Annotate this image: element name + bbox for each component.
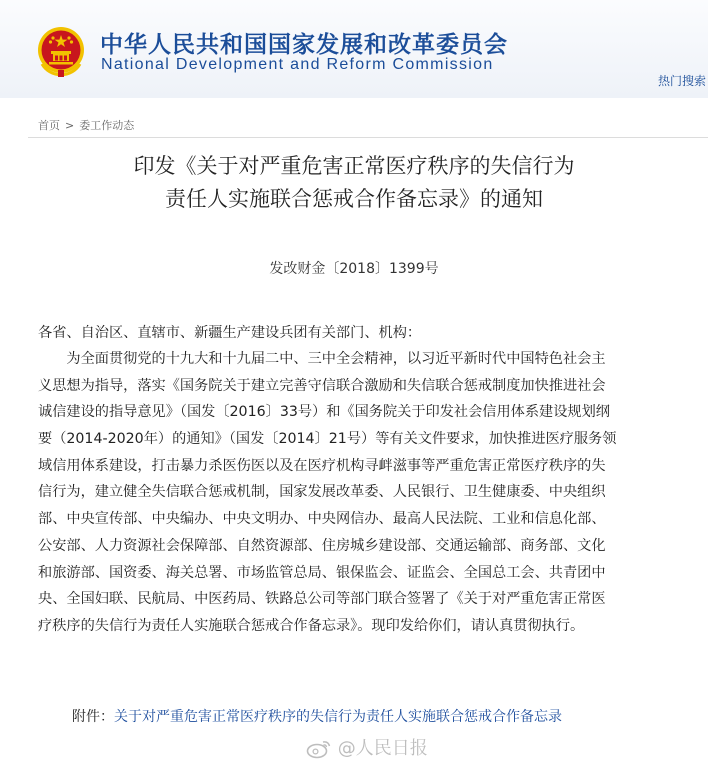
org-name-cn[interactable]: 中华人民共和国国家发展和改革委员会	[100, 32, 508, 58]
breadcrumb-section[interactable]: 委工作动态	[79, 119, 135, 132]
national-emblem-icon[interactable]	[36, 24, 86, 78]
body-line: 部、中央宣传部、中央编办、中央文明办、中央网信办、最高人民法院、工业和信息化部、	[38, 511, 606, 528]
body-line: 信行为，建立健全失信联合惩戒机制，国家发展改革委、人民银行、卫生健康委、中央组织	[38, 484, 606, 501]
org-name-en[interactable]: National Development and Reform Commission	[101, 56, 494, 73]
title-line-1: 印发《关于对严重危害正常医疗秩序的失信行为	[133, 154, 575, 178]
body-line: 和旅游部、国资委、海关总署、市场监管总局、银保监会、证监会、全国总工会、共青团中	[38, 564, 606, 581]
watermark	[306, 734, 436, 758]
breadcrumb-separator: >	[65, 119, 75, 132]
watermark-text: @人民日报	[337, 738, 428, 759]
body-line: 诚信建设的指导意见》（国发〔2016〕33号）和《国务院关于印发社会信用体系建设规划纲	[38, 404, 610, 421]
breadcrumb	[38, 117, 134, 133]
body-line: 要（2014-2020年）的通知》（国发〔2014〕21号）等有关文件要求，加快推进医疗服务领	[38, 431, 617, 448]
divider	[28, 137, 708, 138]
body-line: 央、全国妇联、民航局、中医药局、铁路总公司等部门联合签署了《关于对严重危害正常医	[38, 591, 606, 608]
attachment-label: 附件：	[72, 709, 114, 725]
hot-search-link[interactable]: 热门搜索	[658, 74, 707, 88]
page-title	[0, 150, 708, 216]
body-line: 疗秩序的失信行为责任人实施联合惩戒合作备忘录》。现印发给你们，请认真贯彻执行。	[38, 617, 585, 634]
site-header	[0, 0, 708, 98]
attachment-link[interactable]: 关于对严重危害正常医疗秩序的失信行为责任人实施联合惩戒合作备忘录	[114, 709, 562, 725]
document-number: 发改财金〔2018〕1399号	[269, 261, 439, 277]
attachment	[72, 706, 562, 726]
body-line: 义思想为指导，落实《国务院关于建立完善守信联合激励和失信联合惩戒制度加快推进社会	[38, 377, 606, 394]
title-line-2: 责任人实施联合惩戒合作备忘录》的通知	[165, 187, 543, 211]
body-line: 为全面贯彻党的十九大和十九届二中、三中全会精神，以习近平新时代中国特色社会主	[38, 351, 606, 367]
body-line: 公安部、人力资源社会保障部、自然资源部、住房城乡建设部、交通运输部、商务部、文化	[38, 537, 606, 554]
salutation: 各省、自治区、直辖市、新疆生产建设兵团有关部门、机构：	[38, 325, 422, 341]
article-body	[38, 346, 686, 640]
breadcrumb-home[interactable]: 首页	[38, 119, 60, 132]
weibo-icon	[306, 739, 332, 759]
body-line: 域信用体系建设，打击暴力杀医伤医以及在医疗机构寻衅滋事等严重危害正常医疗秩序的失	[38, 457, 606, 474]
